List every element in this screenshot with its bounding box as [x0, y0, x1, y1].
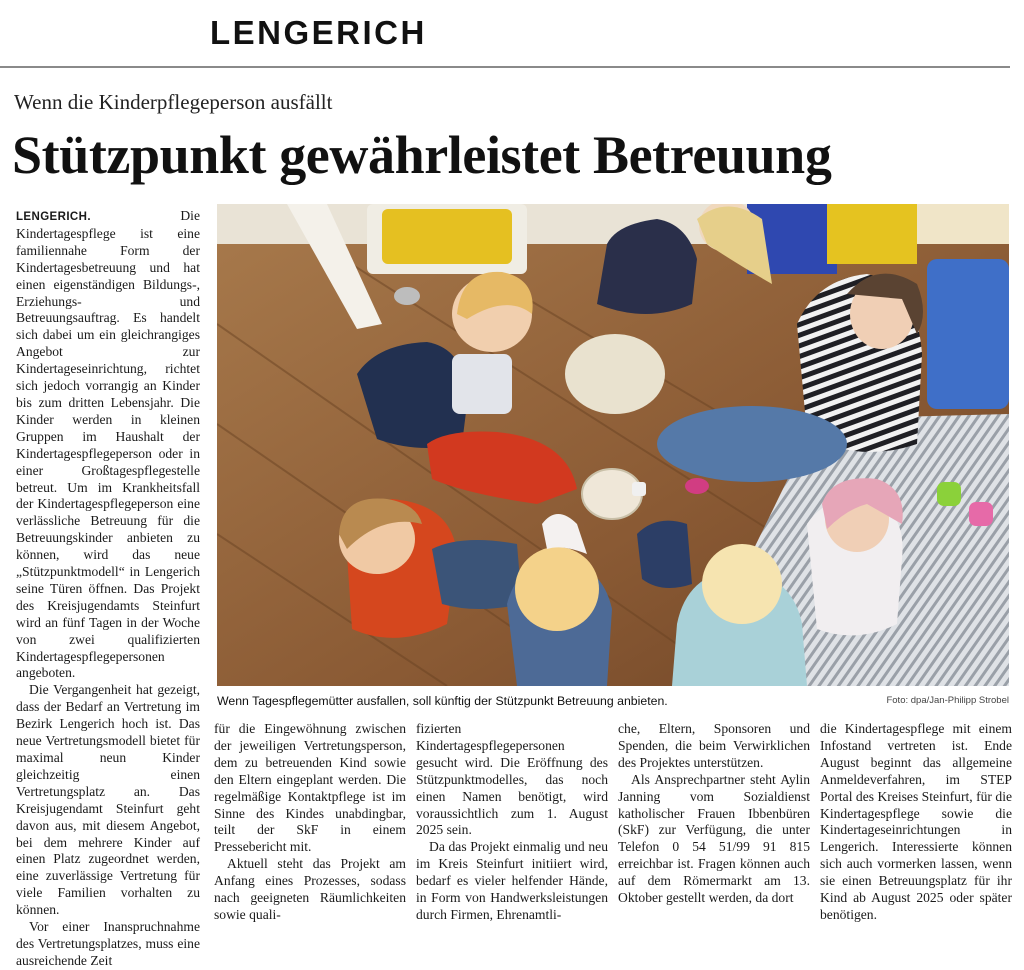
paragraph: Vor einer Inanspruchnahme des Vertretungsplatzes, muss eine ausreichende Zeit: [16, 919, 200, 968]
paragraph: Da das Projekt einmalig und neu im Kreis Steinfurt initiiert wird, bedarf es vieler helfender Hände, in Form von Handwerksleistungen durch Firmen, Ehrenamtli-: [416, 839, 608, 922]
caption-text: Wenn Tagespflegemütter ausfallen, soll künftig der Stützpunkt Betreuung anbieten.: [217, 694, 668, 708]
photo-caption: [217, 694, 1009, 708]
article-column-1: [16, 208, 200, 970]
article-column-2: [214, 721, 406, 924]
paragraph: Die Vergangenheit hat gezeigt, dass der Bedarf an Vertretung im Bezirk Lengerich hoch ist. Das neue Vertretungsmodell bietet für maximal neun Kinder gleichzeitig einen Vertretungsplatz an. Das Kreisjugendamt Steinfurt geht davon aus, mit diesem Angebot, bei dem mehrere Kinder auf einen Platz zugeordnet werden, eine zuverlässige Vertretung für viele Familien vorhalten zu können.: [16, 682, 200, 918]
section-title: LENGERICH: [210, 14, 427, 51]
paragraph: LENGERICH. Die Kindertagespflege ist eine familiennahe Form der Kindertagesbetreuung und hat einen eigenständigen Bildungs-, Erziehungs- und Betreuungsauftrag. Es handelt sich dabei um ein gleichrangiges Angebot zur Kindertageseinrichtung, richtet sich jedoch vorrangig an Kinder bis zum dritten Lebensjahr. Die Kinder werden in kleinen Gruppen im Haushalt der Kindertagespflegeperson oder in einer Großtagespflegestelle betreut. Um im Krankheitsfall der Kindertagespflegeperson eine verlässliche Betreuung für die Betreuungskinder anbieten zu können, wird das neue „Stützpunktmodell“ in Lengerich seine Türen öffnen. Das Projekt des Kreisjugendamts Steinfurt wird an fünf Tagen in der Woche von zwei qualifizierten Kindertagespflegepersonen angeboten.: [16, 208, 200, 681]
paragraph: die Kindertagespflege mit einem Infostand vertreten ist. Ende August beginnt das allgemeine Anmeldeverfahren, im STEP Portal des Kreises Steinfurt, für die Kindertagespflege sowie die Kindertageseinrichtungen in Lengerich. Interessierte können sich auch vormerken lassen, wenn sie einen Betreuungsplatz für ihr Kind ab August 2025 oder später benötigen.: [820, 721, 1012, 922]
article-column-4: [618, 721, 810, 907]
article-column-5: [820, 721, 1012, 924]
photo-illustration: [217, 204, 1009, 686]
photo-credit: Foto: dpa/Jan-Philipp Strobel: [886, 695, 1009, 706]
section-rule: [0, 66, 1010, 68]
paragraph: che, Eltern, Sponsoren und Spenden, die beim Verwirklichen des Projektes unterstützen.: [618, 721, 810, 770]
paragraph: Als Ansprechpartner steht Aylin Janning vom Sozialdienst katholischer Frauen Ibbenbüren (SkF) zur Verfügung, die unter Telefon 0 54 51/99 91 815 erreichbar ist. Fragen können auch auf dem Römermarkt am 13. Oktober gestellt werden, da dort: [618, 771, 810, 906]
paragraph: Aktuell steht das Projekt am Anfang eines Prozesses, sodass nach geeigneten Räumlichkeiten sowie quali-: [214, 856, 406, 922]
article-column-3: [416, 721, 608, 924]
paragraph: für die Eingewöhnung zwischen der jeweiligen Vertretungsperson, dem zu betreuenden Kind sowie den Eltern eingeplant werden. Die regelmäßige Kontaktpflege ist im Sinne des Kindes unabdingbar, teilt der SkF in einem Pressebericht mit.: [214, 721, 406, 855]
kicker: Wenn die Kinderpflegeperson ausfällt: [14, 90, 333, 114]
headline: Stützpunkt gewährleistet Betreuung: [12, 125, 832, 185]
paragraph: fizierten Kindertagespflegepersonen gesucht wird. Die Eröffnung des Stützpunktmodelles, das noch einen Namen benötigt, wird voraussichtlich zum 1. August 2025 sein.: [416, 721, 608, 838]
dateline: LENGERICH.: [16, 211, 91, 223]
article-photo: [217, 204, 1009, 686]
